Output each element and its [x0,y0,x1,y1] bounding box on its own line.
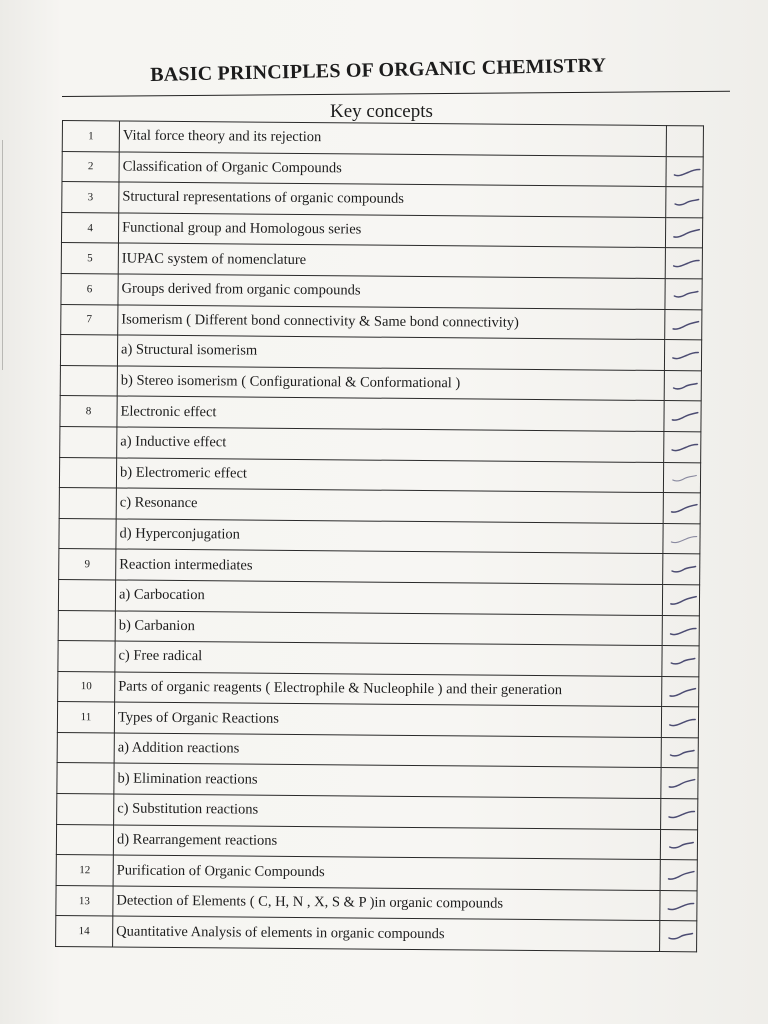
checkmark-icon [667,806,697,822]
row-topic: IUPAC system of nomenclature [118,243,665,278]
row-status-cell [664,401,701,432]
page-edge-shadow [2,140,7,370]
row-topic: Groups derived from organic compounds [118,274,665,309]
row-status-cell [664,370,701,401]
checkmark-icon [670,500,700,516]
checkmark-icon [668,684,698,700]
row-status-cell [662,615,699,646]
row-number [56,824,113,855]
row-topic: b) Electromeric effect [116,458,663,493]
checkmark-icon [666,898,696,914]
row-topic: Parts of organic reagents ( Electrophile & Nucleophile ) and their generation [115,672,662,707]
row-number [59,488,116,519]
row-topic: Vital force theory and its rejection [119,121,666,156]
row-number: 4 [61,212,118,243]
row-topic: Reaction intermediates [116,549,663,584]
checkmark-icon [668,714,698,730]
document-title: BASIC PRINCIPLES OF ORGANIC CHEMISTRY [150,54,607,86]
checkmark-icon [670,439,700,455]
row-status-cell [660,921,697,952]
row-number: 10 [58,671,115,702]
row-number [59,518,116,549]
row-status-cell [664,340,701,371]
row-topic: b) Carbanion [115,610,662,645]
checkmark-icon [672,194,702,210]
row-status-cell [666,187,703,218]
row-topic: c) Resonance [116,488,663,523]
table-heading: Key concepts [330,101,433,122]
row-topic: c) Substitution reactions [114,794,661,829]
row-status-cell [663,462,700,493]
row-status-cell [665,248,702,279]
row-status-cell [663,493,700,524]
row-number: 11 [57,702,114,733]
row-status-cell [666,156,703,187]
key-concepts-table [55,120,704,952]
row-status-cell [662,584,699,615]
checkmark-icon [667,867,697,883]
checkmark-icon [667,776,697,792]
row-number [60,426,117,457]
row-number: 3 [62,182,119,213]
row-number [57,763,114,794]
row-number: 9 [59,549,116,580]
checkmark-icon [671,317,701,333]
row-topic: Functional group and Homologous series [118,213,665,248]
row-number [58,579,115,610]
row-number: 5 [61,243,118,274]
row-topic: Isomerism ( Different bond connectivity & Same bond connectivity) [118,305,665,340]
row-number: 13 [56,885,113,916]
row-topic: Quantitative Analysis of elements in organic compounds [113,916,660,951]
checkmark-icon [670,408,700,424]
row-status-cell [660,860,697,891]
row-topic: a) Carbocation [115,580,662,615]
row-topic: a) Inductive effect [117,427,664,462]
row-topic: Electronic effect [117,396,664,431]
table-row [56,916,697,952]
row-number [58,641,115,672]
checkmark-icon [668,745,698,761]
checkmark-icon [671,378,701,394]
row-topic: b) Stereo isomerism ( Configurational & Conformational ) [117,366,664,401]
row-status-cell [662,676,699,707]
row-status-cell [666,126,703,157]
row-status-cell [660,829,697,860]
row-number [60,365,117,396]
checkmark-icon [673,164,703,180]
title-underline [62,91,730,97]
row-status-cell [661,737,698,768]
row-status-cell [664,431,701,462]
row-number [58,610,115,641]
key-concepts-table-wrapper [55,120,704,952]
row-status-cell [662,646,699,677]
row-number: 1 [62,121,119,152]
checkmark-icon [667,837,697,853]
row-topic: Types of Organic Reactions [114,702,661,737]
row-number: 2 [62,151,119,182]
row-topic: Classification of Organic Compounds [119,152,666,187]
row-number: 12 [56,855,113,886]
row-topic: Detection of Elements ( C, H, N , X, S & P )in organic compounds [113,886,660,921]
checkmark-icon [671,286,701,302]
checkmark-icon [669,531,699,547]
row-number: 7 [61,304,118,335]
checkmark-icon [669,592,699,608]
row-number: 6 [61,273,118,304]
row-number [60,335,117,366]
checkmark-icon [668,653,698,669]
row-topic: a) Structural isomerism [117,335,664,370]
row-topic: Purification of Organic Compounds [113,855,660,890]
checkmark-icon [671,347,701,363]
row-topic: a) Addition reactions [114,733,661,768]
row-number [57,732,114,763]
checkmark-icon [669,623,699,639]
checkmark-icon [666,929,696,945]
row-status-cell [665,217,702,248]
row-status-cell [661,799,698,830]
row-topic: b) Elimination reactions [114,763,661,798]
checkmark-icon [670,470,700,486]
row-status-cell [663,523,700,554]
checkmark-icon [669,561,699,577]
checkmark-icon [672,225,702,241]
row-number: 14 [56,916,113,947]
row-status-cell [661,768,698,799]
row-number [57,794,114,825]
row-topic: d) Rearrangement reactions [113,825,660,860]
row-status-cell [663,554,700,585]
row-status-cell [665,309,702,340]
checkmark-icon [672,255,702,271]
row-number: 8 [60,396,117,427]
row-topic: d) Hyperconjugation [116,519,663,554]
row-number [59,457,116,488]
row-topic: c) Free radical [115,641,662,676]
row-status-cell [661,707,698,738]
row-status-cell [665,279,702,310]
row-topic: Structural representations of organic compounds [119,182,666,217]
row-status-cell [660,890,697,921]
